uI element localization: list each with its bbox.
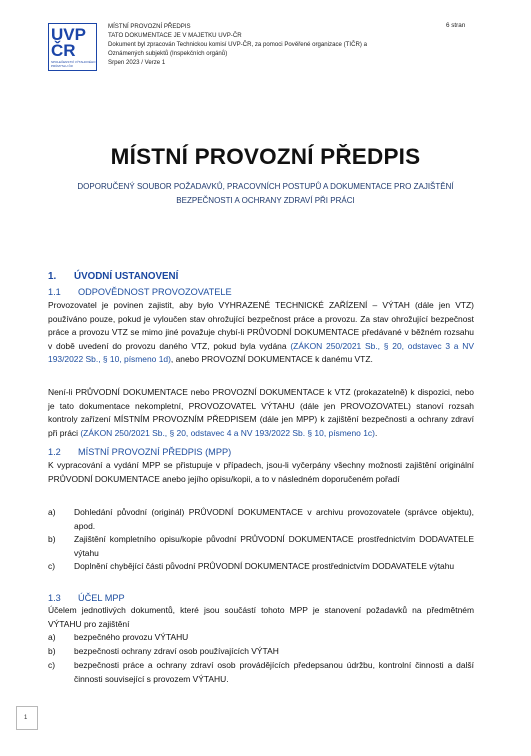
list-text: Zajištění kompletního opisu/kopie původní PRŮVODNÍ DOKUMENTACE prostřednictvím DODAVATELE výtahu bbox=[74, 534, 474, 558]
list-label: a) bbox=[48, 632, 56, 642]
subsection-number: 1.1 bbox=[48, 287, 61, 297]
list-text: bezpečnosti ochrany zdraví osob používajících VÝTAH bbox=[74, 646, 279, 656]
svg-text:UVP: UVP bbox=[51, 25, 86, 44]
header-line: Oznámených subjektů (Inspekčních orgánů) bbox=[108, 50, 228, 58]
paragraph-text: Provozovatel je povinen zajistit, aby było VYHRAZENÉ TECHNICKÉ ZAŘÍZENÍ – VÝTAH (dále jen VTZ) používáno pouze, pokud je vyloučen stav ohrožující bezpečnost práce a provozu. Za stav ohrožující bezpečnost práce a provozu VTZ se mimo jiné považuje chybí-li PRŮVODNÍ DOKUMENTACE předávané v běžném rozsahu v době uvedení do provozu daného VTZ, pokud byla vydána bbox=[48, 300, 474, 351]
subsection-title: ODPOVĚDNOST PROVOZOVATELE bbox=[78, 287, 232, 297]
paragraph bbox=[48, 299, 474, 367]
subtitle-line: BEZPEČNOSTI A OCHRANY ZDRAVÍ PŘI PRÁCI bbox=[176, 196, 355, 205]
subsection-title: MÍSTNÍ PROVOZNÍ PŘEDPIS (MPP) bbox=[78, 447, 232, 457]
header-line: MÍSTNÍ PROVOZNÍ PŘEDPIS bbox=[108, 23, 191, 30]
paragraph-text: Není-li PRŮVODNÍ DOKUMENTACE nebo PROVOZNÍ DOKUMENTACE k VTZ (prokazatelně) k dispozici, nebo je tato dokumentace nekompletní, PROVOZOVATEL VÝTAHU (dále jen PROVOZOVATEL) stanoví rozsah kontroly zařízení MÍSTNÍM PROVOZNÍM PŘEDPISEM (dále jen MPP) k zajištění bezpečnosti a ochrany zdraví při práci bbox=[48, 387, 474, 438]
document-title: MÍSTNÍ PROVOZNÍ PŘEDPIS bbox=[110, 144, 421, 169]
subsection-number: 1.2 bbox=[48, 447, 61, 457]
paragraph bbox=[48, 386, 474, 440]
list-label: a) bbox=[48, 507, 56, 517]
section-number: 1. bbox=[48, 271, 57, 282]
subsection-heading bbox=[48, 286, 232, 299]
subsection-number: 1.3 bbox=[48, 593, 61, 603]
section-heading bbox=[48, 270, 178, 283]
page-count: 6 stran bbox=[446, 22, 466, 29]
paragraph: Účelem jednotlivých dokumentů, které jsou součástí tohoto MPP je stanovení požadavků na předmětném VÝTAHU pro zajištění bbox=[48, 605, 474, 629]
list-label: c) bbox=[48, 561, 56, 571]
document-subtitle bbox=[30, 180, 501, 208]
list-text: Dohledání původní (originál) PRŮVODNÍ DOKUMENTACE v archivu provozovatele (správce objektu), apod. bbox=[74, 507, 474, 531]
list-text: Doplnění chybějící části původní PRŮVODNÍ DOKUMENTACE prostřednictvím DODAVATELE výtahu bbox=[74, 561, 455, 571]
svg-text:PRŮMYSLU ČR: PRŮMYSLU ČR bbox=[51, 64, 73, 68]
header-line: Dokument byl zpracován Technickou komisí UVP-ČR, za pomoci Pověřené organizace (TIČR) a bbox=[108, 41, 367, 49]
paragraph-text: , anebo PROVOZNÍ DOKUMENTACE k danému VTZ. bbox=[170, 354, 373, 364]
list-label: b) bbox=[48, 646, 56, 656]
list-label: b) bbox=[48, 534, 56, 544]
svg-text:SPOLEČENSTVÍ VÝTAHOVÉHO: SPOLEČENSTVÍ VÝTAHOVÉHO bbox=[51, 60, 96, 64]
subsection-title: ÚČEL MPP bbox=[78, 593, 125, 603]
page-number-box bbox=[16, 706, 38, 730]
list-text: bezpečnosti práce a ochrany zdraví osob provádějících předepsanou údržbu, kontrolní činnosti a další činnosti související s provozem VÝTAHU. bbox=[74, 660, 474, 684]
legal-reference: (ZÁKON 250/2021 Sb., § 20, odstavec 4 a NV 193/2022 Sb. § 10, písmeno 1c) bbox=[80, 427, 375, 438]
uvp-cr-logo bbox=[48, 23, 97, 71]
header-line: TATO DOKUMENTACE JE V MAJETKU UVP-ČR bbox=[108, 32, 242, 40]
section-title: ÚVODNÍ USTANOVENÍ bbox=[74, 271, 179, 282]
list-text: bezpečného provozu VÝTAHU bbox=[74, 632, 189, 642]
paragraph-text: . bbox=[374, 427, 378, 438]
list-label: c) bbox=[48, 660, 56, 670]
legal-reference: (ZÁKON 250/2021 Sb., § 20, odstavec 3 a NV 193/2022 Sb., § 10, písmeno 1d) bbox=[48, 340, 474, 364]
header-line: Srpen 2023 / Verze 1 bbox=[108, 59, 166, 67]
document-header bbox=[108, 22, 438, 67]
page-number: 1 bbox=[24, 715, 28, 721]
subtitle-line: DOPORUČENÝ SOUBOR POŽADAVKŮ, PRACOVNÍCH POSTUPŮ A DOKUMENTACE PRO ZAJIŠTĚNÍ bbox=[77, 182, 454, 191]
svg-text:ČR: ČR bbox=[51, 41, 76, 60]
subsection-heading bbox=[48, 446, 231, 459]
paragraph: K vypracování a vydání MPP se přistupuje v případech, jsou-li vyčerpány všechny možnosti zajištění originální PRŮVODNÍ DOKUMENTACE anebo jejího opisu/kopii, a to v následném doporučeném pořadí bbox=[48, 460, 474, 484]
